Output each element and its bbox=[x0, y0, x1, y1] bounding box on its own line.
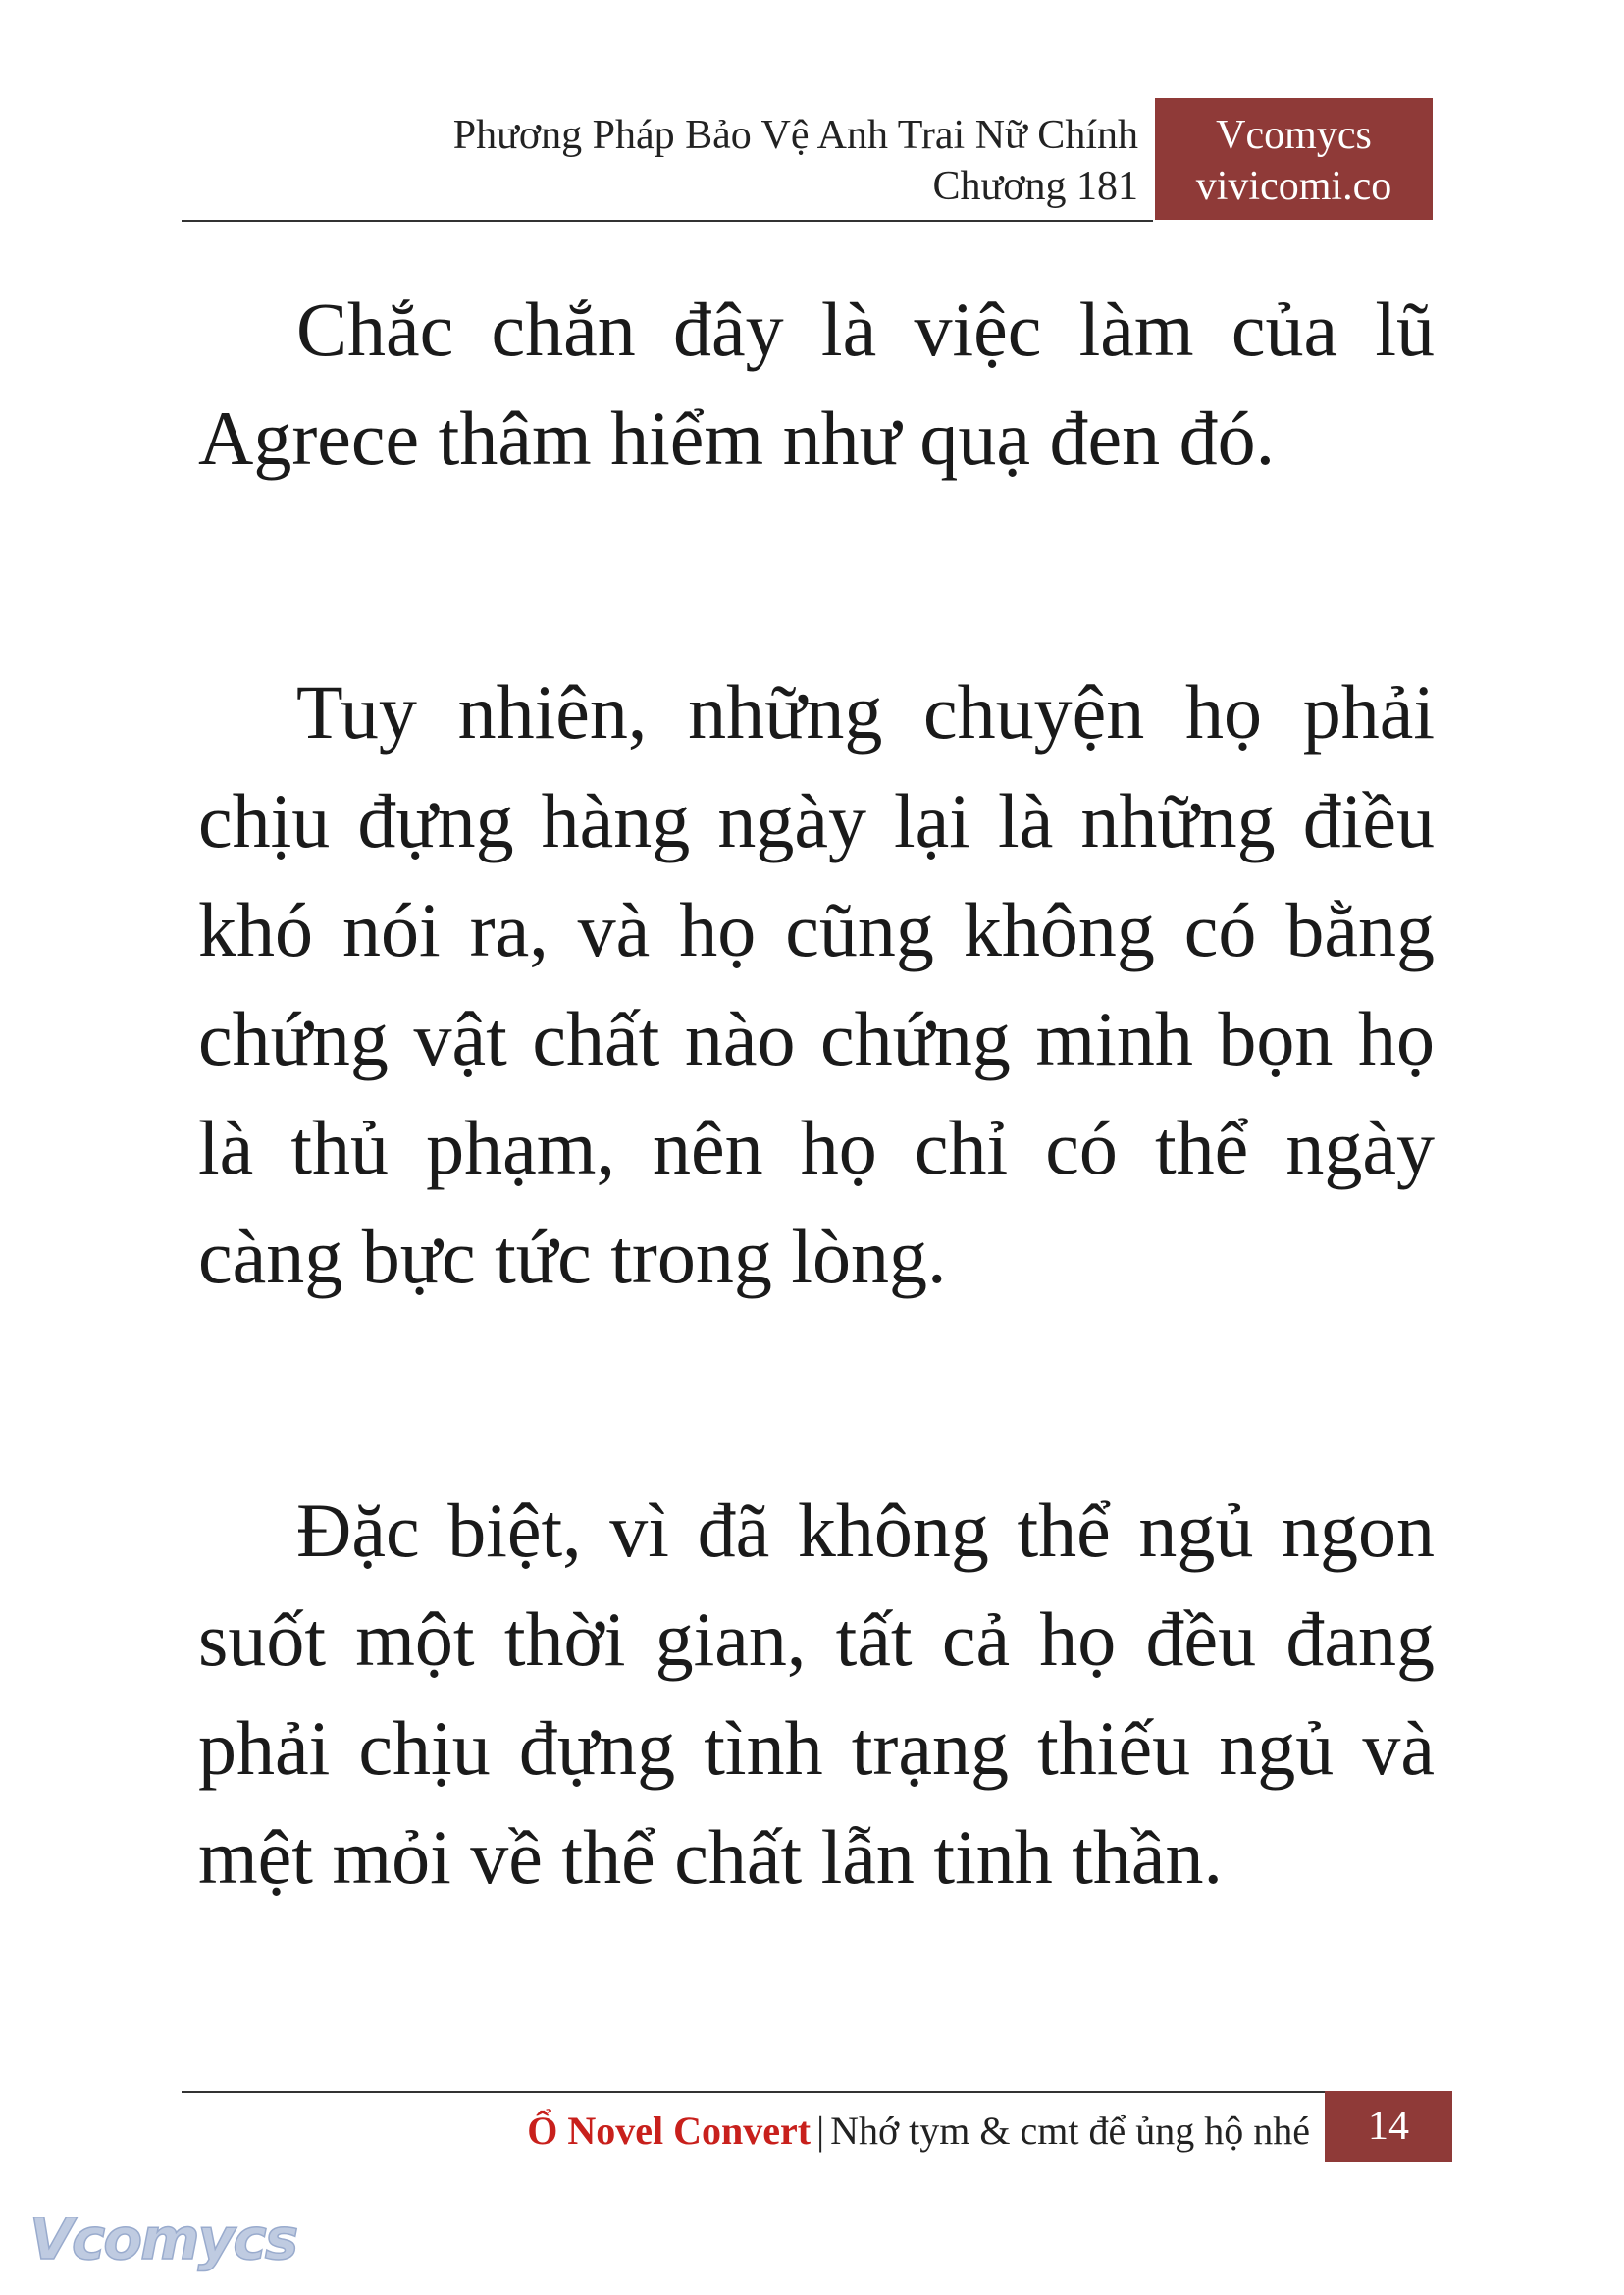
site-badge bbox=[1155, 98, 1433, 220]
paragraph: Đặc biệt, vì đã không thể ngủ ngon suốt một thời gian, tất cả họ đều đang phải chịu đựng tình trạng thiếu ngủ và mệt mỏi về thể chất lẫn tinh thần. bbox=[198, 1487, 1435, 1900]
paragraph: Tuy nhiên, những chuyện họ phải chịu đựng hàng ngày lại là những điều khó nói ra, và họ cũng không có bằng chứng vật chất nào chứng minh bọn họ là thủ phạm, nên họ chỉ có thể ngày càng bực tức trong lòng. bbox=[198, 669, 1435, 1299]
footer-message: Nhớ tym & cmt để ủng hộ nhé bbox=[830, 2109, 1310, 2153]
paragraph: Chắc chắn đây là việc làm của lũ Agrece thâm hiểm như quạ đen đó. bbox=[198, 287, 1435, 481]
header-divider bbox=[182, 220, 1153, 222]
page-footer bbox=[527, 2102, 1310, 2161]
footer-divider bbox=[182, 2091, 1325, 2093]
chapter-body bbox=[198, 275, 1435, 1911]
page-number: 14 bbox=[1325, 2091, 1452, 2162]
header-titles bbox=[453, 110, 1138, 212]
book-title: Phương Pháp Bảo Vệ Anh Trai Nữ Chính bbox=[452, 113, 1138, 158]
site-url: vivicomi.co bbox=[1195, 164, 1392, 209]
chapter-label: Chương 181 bbox=[932, 164, 1138, 209]
footer-brand: Ổ Novel Convert bbox=[527, 2109, 812, 2153]
footer-separator: | bbox=[816, 2109, 825, 2153]
page-header bbox=[182, 98, 1433, 221]
watermark-logo: Vcomycs bbox=[29, 2206, 297, 2272]
site-name: Vcomycs bbox=[1216, 113, 1372, 158]
